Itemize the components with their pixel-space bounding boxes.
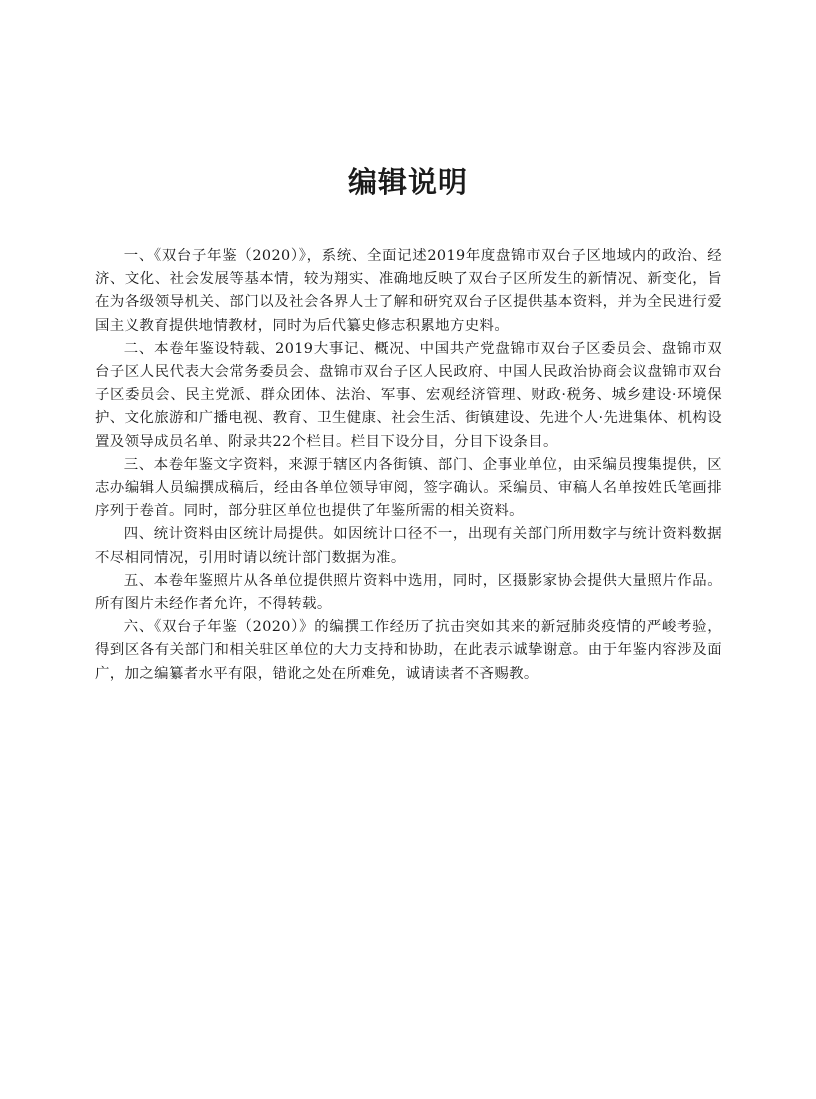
paragraph-3: 三、本卷年鉴文字资料，来源于辖区内各街镇、部门、企事业单位，由采编员搜集提供，区志办编辑人员编撰成稿后，经由各单位领导审阅，签字确认。采编员、审稿人名单按姓氏笔画排序列于卷首。同时，部分驻区单位也提供了年鉴所需的相关资料。 [95,456,722,520]
paragraph-4: 四、统计资料由区统计局提供。如因统计口径不一，出现有关部门所用数字与统计资料数据不尽相同情况，引用时请以统计部门数据为准。 [95,526,722,566]
paragraph-1: 一、《双台子年鉴（2020）》，系统、全面记述2019年度盘锦市双台子区地域内的政治、经济、文化、社会发展等基本情，较为翔实、准确地反映了双台子区所发生的新情况、新变化，旨在为各级领导机关、部门以及社会各界人士了解和研究双台子区提供基本资料，并为全民进行爱国主义教育提供地情教材，同时为后代纂史修志积累地方史料。 [95,248,722,334]
paragraph-5: 五、本卷年鉴照片从各单位提供照片资料中选用，同时，区摄影家协会提供大量照片作品。所有图片未经作者允许，不得转载。 [95,572,722,613]
document-body [95,245,722,686]
page-title: 编辑说明 [347,165,468,199]
paragraph-2: 二、本卷年鉴设特载、2019大事记、概况、中国共产党盘锦市双台子区委员会、盘锦市双台子区人民代表大会常务委员会、盘锦市双台子区人民政府、中国人民政治协商会议盘锦市双台子区委员会、民主党派、群众团体、法治、军事、宏观经济管理、财政·税务、城乡建设·环境保护、文化旅游和广播电视、教育、卫生健康、社会生活、街镇建设、先进个人·先进集体、机构设置及领导成员名单、附录共22个栏目。栏目下设分目，分目下设条目。 [95,340,722,450]
paragraph-6: 六、《双台子年鉴（2020）》的编撰工作经历了抗击突如其来的新冠肺炎疫情的严峻考验，得到区各有关部门和相关驻区单位的大力支持和协助，在此表示诚挚谢意。由于年鉴内容涉及面广，加之编纂者水平有限，错讹之处在所难免，诚请读者不吝赐教。 [95,619,722,682]
